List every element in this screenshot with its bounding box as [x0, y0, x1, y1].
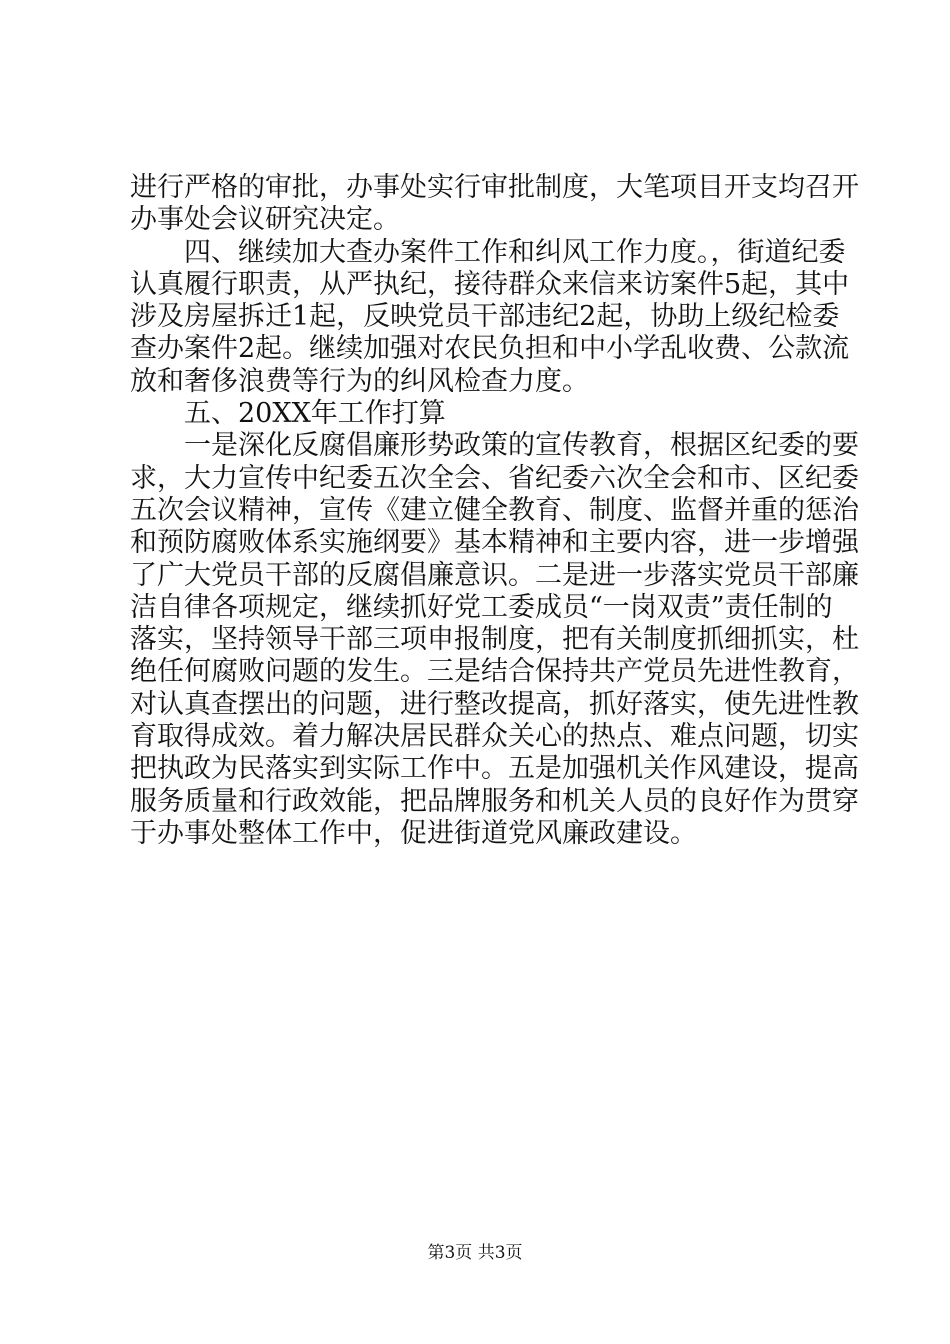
text-line: 对认真查摆出的问题，进行整改提高，抓好落实，使先进性教	[130, 688, 859, 720]
text-line: 一是深化反腐倡廉形势政策的宣传教育，根据区纪委的要	[130, 430, 859, 462]
text-line: 办事处会议研究决定。	[130, 204, 400, 236]
text-line: 把执政为民落实到实际工作中。五是加强机关作风建设，提高	[130, 753, 859, 785]
text-line: 进行严格的审批，办事处实行审批制度，大笔项目开支均召开	[130, 172, 859, 203]
body-text	[130, 172, 859, 850]
section-heading: 五、20XX年工作打算	[130, 398, 446, 430]
text-line: 了广大党员干部的反腐倡廉意识。二是进一步落实党员干部廉	[130, 559, 859, 591]
text-line: 查办案件2起。继续加强对农民负担和中小学乱收费、公款流	[130, 333, 850, 365]
text-line: 洁自律各项规定，继续抓好党工委成员“一岗双责”责任制的	[130, 591, 833, 623]
text-line: 绝任何腐败问题的发生。三是结合保持共产党员先进性教育，	[130, 656, 859, 688]
text-line: 涉及房屋拆迁1起，反映党员干部违纪2起，协助上级纪检委	[130, 301, 840, 333]
text-line: 认真履行职责，从严执纪，接待群众来信来访案件5起，其中	[130, 268, 850, 300]
text-line: 五次会议精神，宣传《建立健全教育、制度、监督并重的惩治	[130, 494, 859, 526]
text-line: 和预防腐败体系实施纲要》基本精神和主要内容，进一步增强	[130, 527, 859, 559]
text-line: 落实，坚持领导干部三项申报制度，把有关制度抓细抓实，杜	[130, 624, 859, 656]
text-line: 于办事处整体工作中，促进街道党风廉政建设。	[130, 817, 697, 849]
text-line: 求，大力宣传中纪委五次全会、省纪委六次全会和市、区纪委	[130, 462, 859, 494]
text-line: 服务质量和行政效能，把品牌服务和机关人员的良好作为贯穿	[130, 785, 859, 817]
page-footer: 第3页 共3页	[427, 1243, 523, 1263]
text-line: 育取得成效。着力解决居民群众关心的热点、难点问题，切实	[130, 721, 859, 753]
text-line: 四、继续加大查办案件工作和纠风工作力度。，街道纪委	[130, 236, 846, 268]
text-line: 放和奢侈浪费等行为的纠风检查力度。	[130, 365, 589, 397]
